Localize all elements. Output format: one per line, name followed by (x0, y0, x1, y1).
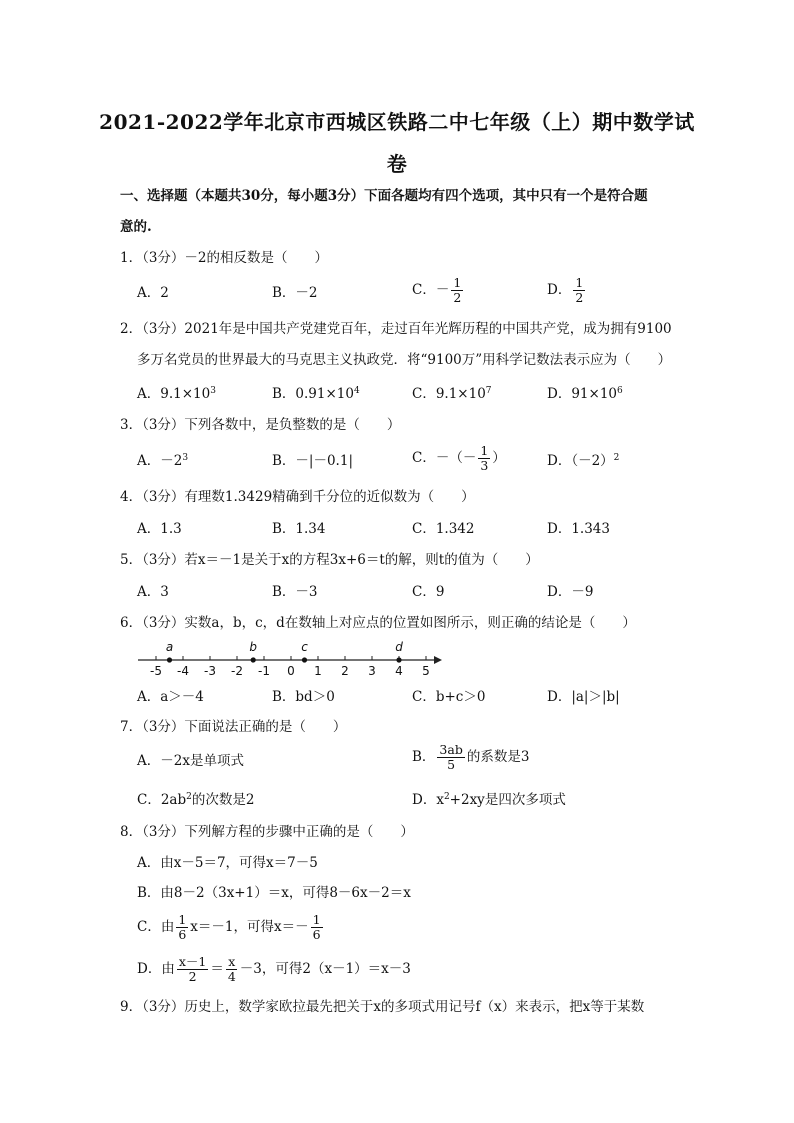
q7-option-c (137, 791, 254, 809)
fraction-denominator: 2 (188, 969, 197, 984)
q2-option-b-text: B．0.91×10 (272, 386, 354, 402)
point-c (302, 657, 307, 662)
q1-option-d (547, 276, 587, 305)
fraction-numerator: 1 (312, 912, 321, 927)
q4-option-d: D．1.343 (547, 521, 610, 537)
axis-tick-label: -1 (258, 664, 270, 678)
section-heading: 一、选择题（本题共30分，每小题3分）下面各题均有四个选项，其中只有一个是符合题 (120, 188, 648, 204)
q1-option-d-prefix: D． (547, 282, 572, 298)
q3-option-d (547, 452, 619, 470)
q1-option-c-prefix: C．－ (412, 282, 450, 298)
fraction (573, 276, 585, 305)
q7-option-b (412, 743, 529, 772)
point-label-c: c (301, 640, 308, 654)
question-7-stem: 7．（3分）下面说法正确的是（ ） (120, 719, 347, 735)
q6-option-a: A．a＞－4 (137, 689, 204, 705)
axis-arrow-icon (434, 656, 442, 664)
section-heading-continued: 意的. (120, 219, 152, 235)
exponent: 2 (613, 453, 620, 463)
axis-tick-label: 5 (422, 664, 430, 678)
q5-option-c: C．9 (412, 584, 445, 600)
point-a (167, 657, 172, 662)
q2-option-c (412, 385, 492, 403)
axis-tick-label: 4 (395, 664, 403, 678)
q3-option-c (412, 444, 506, 473)
fraction-denominator: 3 (480, 458, 489, 473)
question-4-stem: 4．（3分）有理数1.3429精确到千分位的近似数为（ ） (120, 489, 475, 505)
fraction (311, 913, 323, 942)
q1-option-b: B．－2 (272, 285, 318, 301)
axis-tick-label: 0 (287, 664, 295, 678)
number-line-figure (130, 632, 450, 680)
fraction-numerator: 1 (575, 275, 584, 290)
axis-tick-label: 3 (368, 664, 376, 678)
q8-option-b: B．由8－2（3x+1）＝x，可得8－6x－2＝x (137, 885, 411, 901)
question-6-stem: 6．（3分）实数a，b，c，d在数轴上对应点的位置如图所示，则正确的结论是（ ） (120, 615, 636, 631)
point-b (251, 657, 256, 662)
exponent: 3 (182, 453, 189, 463)
q2-option-d-text: D．91×10 (547, 386, 617, 402)
exponent: 4 (353, 386, 360, 396)
q2-option-c-text: C．9.1×10 (412, 386, 486, 402)
q7-option-c-suffix: 的次数是2 (191, 792, 255, 808)
fraction-denominator: 6 (178, 927, 187, 942)
question-1-stem: 1．（3分）－2的相反数是（ ） (120, 250, 329, 266)
q5-option-a: A．3 (137, 584, 169, 600)
q7-option-b-suffix: 的系数是3 (466, 749, 530, 765)
fraction (177, 955, 209, 984)
q8-option-d-equals: ＝ (210, 961, 224, 977)
fraction-denominator: 2 (453, 290, 462, 305)
axis-tick-label: -5 (150, 664, 162, 678)
axis-tick-label: 1 (314, 664, 322, 678)
exponent: 6 (617, 386, 623, 396)
q7-option-d (412, 791, 566, 809)
page-title-continued: 卷 (386, 152, 408, 176)
q6-option-d: D．|a|＞|b| (547, 689, 620, 705)
q2-option-a (137, 385, 216, 403)
q5-option-d: D．－9 (547, 584, 594, 600)
q8-option-a: A．由x－5＝7，可得x＝7－5 (137, 855, 318, 871)
q4-option-a: A．1.3 (137, 521, 182, 537)
fraction-denominator: 5 (447, 757, 456, 772)
q6-option-c: C．b+c＞0 (412, 689, 486, 705)
axis-tick-label: -2 (231, 664, 243, 678)
exponent: 2 (186, 792, 192, 802)
q7-option-c-text: C．2ab (137, 792, 187, 808)
q3-option-b: B．－|－0.1| (272, 453, 353, 469)
q1-option-c (412, 276, 465, 305)
q7-option-d-suffix: +2xy是四次多项式 (449, 792, 566, 808)
axis-tick-label: -3 (204, 664, 216, 678)
q6-option-b: B．bd＞0 (272, 689, 335, 705)
fraction-numerator: x (228, 954, 236, 969)
exponent: 3 (210, 386, 216, 396)
q3-option-a (137, 452, 188, 470)
fraction-numerator: 3ab (439, 742, 463, 757)
question-9-stem: 9．（3分）历史上，数学家欧拉最先把关于x的多项式用记号f（x）来表示，把x等于某数 (120, 999, 645, 1015)
fraction-denominator: 2 (575, 290, 584, 305)
point-d (396, 657, 401, 662)
q7-option-d-text: D．x (412, 792, 444, 808)
question-2-stem-continued: 多万名党员的世界最大的马克思主义执政党．将“9100万”用科学记数法表示应为（ ） (137, 352, 672, 368)
exponent: 2 (443, 792, 450, 802)
q3-option-a-text: A．－2 (137, 453, 183, 469)
q7-option-b-prefix: B． (412, 749, 436, 765)
page-title: 2021-2022学年北京市西城区铁路二中七年级（上）期中数学试 (99, 110, 695, 134)
fraction-numerator: 1 (480, 443, 489, 458)
q4-option-c: C．1.342 (412, 521, 475, 537)
q8-option-c-middle: x＝－1，可得x＝－ (190, 919, 309, 935)
fraction (176, 913, 188, 942)
fraction-numerator: x－1 (178, 954, 207, 969)
q2-option-a-text: A．9.1×10 (137, 386, 211, 402)
q8-option-d-prefix: D．由 (137, 961, 175, 977)
question-8-stem: 8．（3分）下列解方程的步骤中正确的是（ ） (120, 824, 414, 840)
q7-option-a: A．－2x是单项式 (137, 753, 244, 769)
fraction-denominator: 4 (227, 969, 236, 984)
point-label-a: a (165, 640, 174, 654)
q8-option-c-prefix: C．由 (137, 919, 175, 935)
q8-option-c (137, 913, 325, 942)
q2-option-b (272, 385, 360, 403)
q3-option-d-text: D．（－2） (547, 453, 614, 469)
q8-option-d-suffix: －3，可得2（x－1）＝x－3 (239, 961, 411, 977)
point-label-b: b (249, 640, 258, 654)
fraction-numerator: 1 (178, 912, 187, 927)
question-5-stem: 5．（3分）若x＝－1是关于x的方程3x+6＝t的解，则t的值为（ ） (120, 552, 539, 568)
point-label-d: d (395, 640, 403, 654)
exponent: 7 (485, 386, 492, 396)
q8-option-d (137, 955, 411, 984)
q2-option-d (547, 385, 623, 403)
q1-option-a: A．2 (137, 285, 169, 301)
question-2-stem: 2．（3分）2021年是中国共产党建党百年，走过百年光辉历程的中国共产党，成为拥有9100 (120, 321, 672, 337)
axis-tick-label: -4 (177, 664, 189, 678)
fraction (437, 743, 464, 772)
q5-option-b: B．－3 (272, 584, 318, 600)
fraction (478, 444, 490, 473)
q3-option-c-suffix: ） (492, 450, 506, 466)
fraction (451, 276, 463, 305)
fraction-numerator: 1 (453, 275, 462, 290)
axis-tick-label: 2 (341, 664, 349, 678)
fraction (226, 955, 238, 984)
fraction-denominator: 6 (312, 927, 321, 942)
q4-option-b: B．1.34 (272, 521, 326, 537)
question-3-stem: 3．（3分）下列各数中，是负整数的是（ ） (120, 417, 401, 433)
q3-option-c-prefix: C．－（－ (412, 450, 477, 466)
